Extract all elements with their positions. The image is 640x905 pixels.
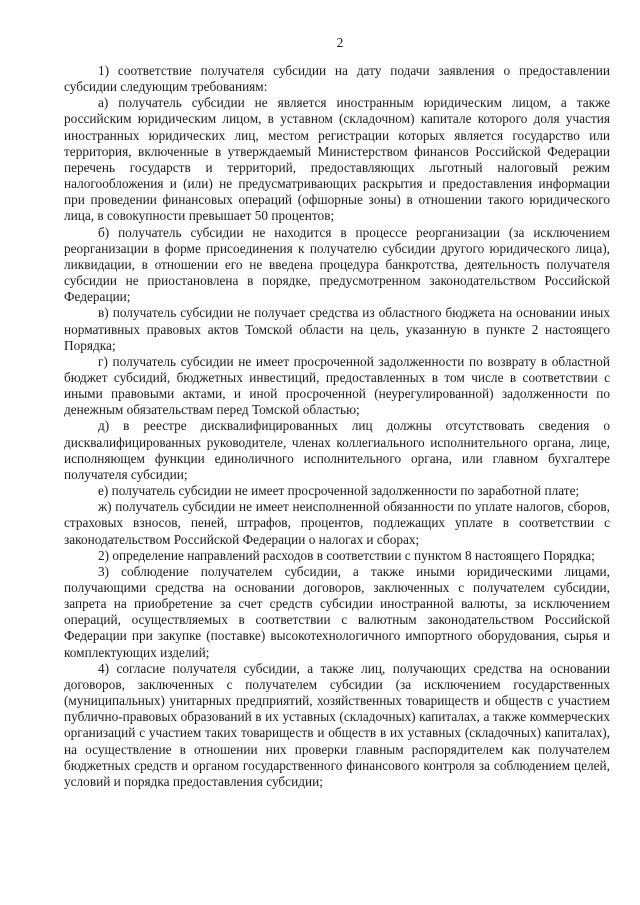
paragraph-2-expense-directions: 2) определение направлений расходов в соответствии с пунктом 8 настоящего Порядка; (98, 547, 595, 563)
paragraph-e-wage-arrears: е) получатель субсидии не имеет просроченной задолженности по заработной плате; (98, 483, 580, 499)
paragraph-a-foreign-entity: а) получатель субсидии не является иностранным юридическим лицом, а также российским юридическим лицом, в уставном (складочном) капитале которого доля участия иностранных юридических лиц, местом регистрации которых является государство или территория, включенные в утверждаемый Министерством финансов Российской Федерации перечень государств и территорий, предоставляющих льготный налоговый режим налогообложения и (или) не предусматривающих раскрытия и предоставления информации при проведении финансовых операций (офшорные зоны) в отношении такого юридического лица, в совокупности превышает 50 процентов; (64, 95, 610, 224)
paragraph-3-currency-ban: 3) соблюдение получателем субсидии, а также иными юридическими лицами, получающими средства на основании договоров, заключенных с получателем субсидии, запрета на приобретение за счет средств субсидии иностранной валюты, за исключением операций, осуществляемых в соответствии с валютным законодательством Российской Федерации при закупке (поставке) высокотехнологичного импортного оборудования, сырья и комплектующих изделий; (64, 563, 610, 660)
paragraph-zh-taxes: ж) получатель субсидии не имеет неисполненной обязанности по уплате налогов, сборов, страховых взносов, пеней, штрафов, процентов, подлежащих уплате в соответствии с законодательством Российской Федерации о налогах и сборах; (64, 499, 610, 547)
paragraph-g-overdue-debt: г) получатель субсидии не имеет просроченной задолженности по возврату в областной бюджет субсидий, бюджетных инвестиций, предоставленных в том числе в соответствии с иными правовыми актами, и иной просроченной (неурегулированной) задолженности по денежным обязательствам перед Томской областью; (64, 353, 610, 418)
paragraph-v-regional-budget: в) получатель субсидии не получает средства из областного бюджета на основании иных нормативных правовых актов Томской области на цель, указанную в пункте 2 настоящего Порядка; (64, 305, 610, 353)
paragraph-1-requirements: 1) соответствие получателя субсидии на дату подачи заявления о предоставлении субсидии следующим требованиям: (64, 63, 610, 95)
paragraph-4-audit-consent: 4) согласие получателя субсидии, а также лиц, получающих средства на основании договоров, заключенных с получателем субсидии (за исключением государственных (муниципальных) унитарных предприятий, хозяйственных товариществ и обществ с участием публично-правовых образований в их уставных (складочных) капиталах, а также коммерческих организаций с участием таких товариществ и обществ в их уставных (складочных) капиталах), на осуществление в отношении них проверки главным распорядителем как получателем бюджетных средств и органом государственного финансового контроля за соблюдением целей, условий и порядка предоставления субсидии; (64, 660, 610, 789)
paragraph-b-reorganization: б) получатель субсидии не находится в процессе реорганизации (за исключением реорганизации в форме присоединения к получателю субсидии другого юридического лица), ликвидации, в отношении его не введена процедура банкротства, деятельность получателя субсидии не приостановлена в порядке, предусмотренном законодательством Российской Федерации; (64, 224, 610, 305)
paragraph-d-disqualified-persons: д) в реестре дисквалифицированных лиц должны отсутствовать сведения о дисквалифицированных руководителе, членах коллегиального исполнительного органа, лице, исполняющем функции единоличного исполнительного органа, или главном бухгалтере получателя субсидии; (64, 418, 610, 482)
page-number: 2 (336, 35, 344, 50)
